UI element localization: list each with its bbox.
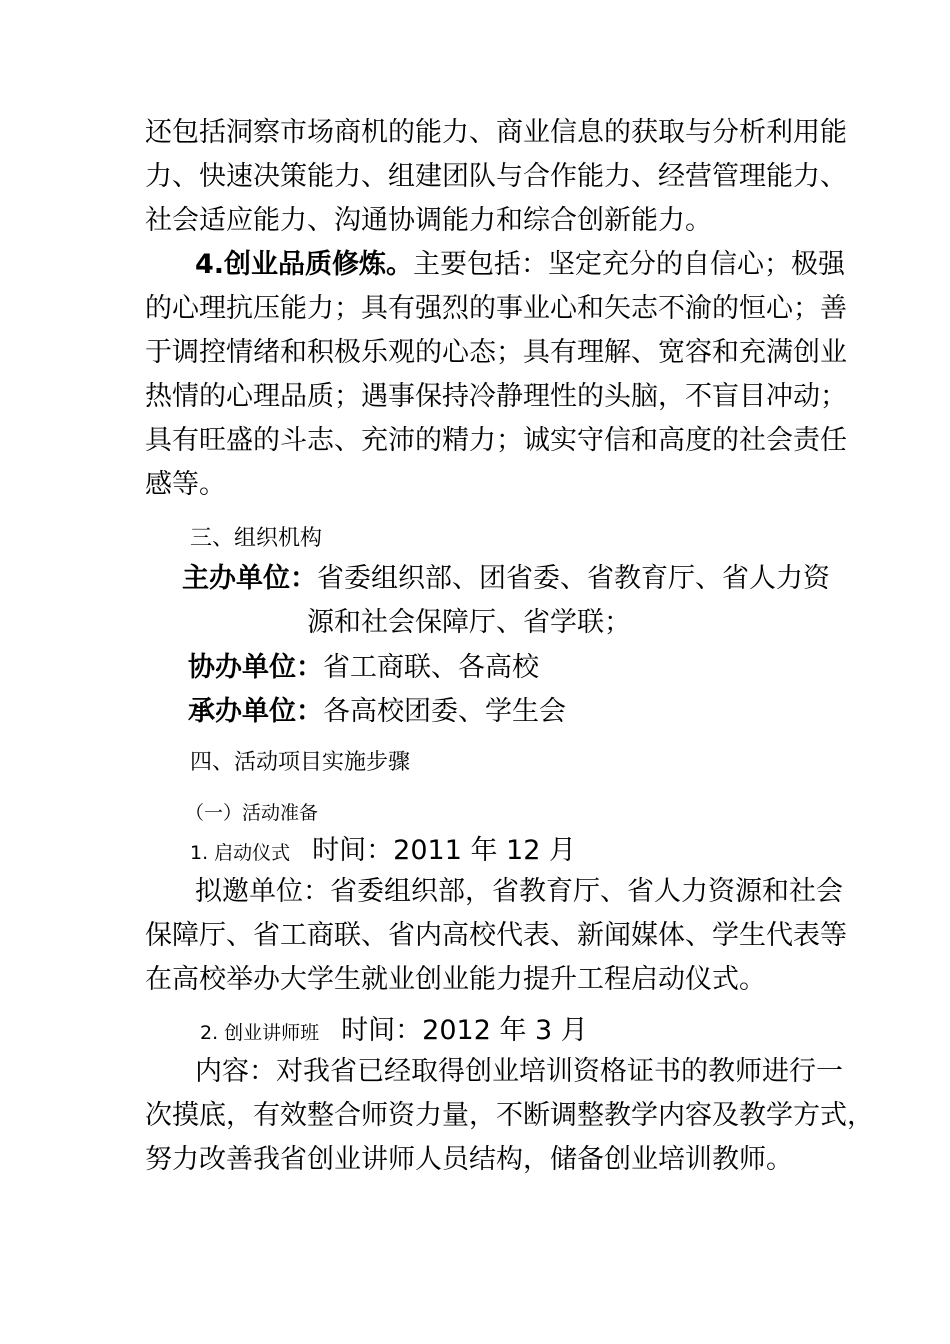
item1-time: 时间：2011 年 12 月: [312, 835, 576, 866]
item1-label: 1. 启动仪式: [190, 842, 291, 864]
para2-line-4: 热情的心理品质；遇事保持冷静理性的头脑，不盲目冲动；: [145, 381, 847, 412]
item1-line-3: 在高校举办大学生就业创业能力提升工程启动仪式。: [145, 964, 766, 995]
host-line-2: 源和社会保障厅、省学联；: [307, 607, 631, 638]
para2-line-2: 的心理抗压能力；具有强烈的事业心和矢志不渝的恒心；善: [145, 293, 847, 324]
item2-line-3: 努力改善我省创业讲师人员结构，储备创业培训教师。: [145, 1144, 793, 1175]
para2-line-5: 具有旺盛的斗志、充沛的精力；诚实守信和高度的社会责任: [145, 425, 847, 456]
organizer-line: [188, 694, 566, 730]
co-label: 协办单位：: [188, 652, 323, 683]
para2-line-6: 感等。: [145, 469, 226, 500]
para2-line-1: [195, 247, 845, 283]
para2-line-1-text: 主要包括：坚定充分的自信心；极强: [413, 249, 846, 280]
org-label: 承办单位：: [188, 696, 323, 727]
host-label: 主办单位：: [182, 563, 317, 594]
para1-line-1: 还包括洞察市场商机的能力、商业信息的获取与分析利用能: [145, 117, 847, 148]
host-line-1: [182, 561, 830, 597]
section4-title: 四、活动项目实施步骤: [190, 750, 411, 775]
section4-sub1: （一）活动准备: [185, 802, 319, 824]
item1-header: [190, 833, 576, 871]
item2-line-1: 内容：对我省已经取得创业培训资格证书的教师进行一: [195, 1056, 843, 1087]
para1-line-2: 力、快速决策能力、组建团队与合作能力、经营管理能力、: [145, 161, 847, 192]
org-value: 各高校团委、学生会: [323, 696, 566, 727]
item1-line-1: 拟邀单位：省委组织部，省教育厅、省人力资源和社会: [195, 876, 843, 907]
item2-time: 时间：2012 年 3 月: [341, 1015, 588, 1046]
item1-line-2: 保障厅、省工商联、省内高校代表、新闻媒体、学生代表等: [145, 920, 847, 951]
co-value: 省工商联、各高校: [323, 652, 539, 683]
co-organizer-line: [188, 650, 539, 686]
item2-line-2: 次摸底，有效整合师资力量，不断调整教学内容及教学方式，: [145, 1100, 874, 1131]
host-value-1: 省委组织部、团省委、省教育厅、省人力资: [317, 563, 830, 594]
item2-header: [200, 1013, 588, 1051]
para1-line-3: 社会适应能力、沟通协调能力和综合创新能力。: [145, 205, 712, 236]
para2-line-3: 于调控情绪和积极乐观的心态；具有理解、宽容和充满创业: [145, 337, 847, 368]
section3-title: 三、组织机构: [190, 526, 323, 551]
para2-heading: 4.创业品质修炼。: [195, 249, 414, 280]
item2-label: 2. 创业讲师班: [200, 1022, 320, 1044]
